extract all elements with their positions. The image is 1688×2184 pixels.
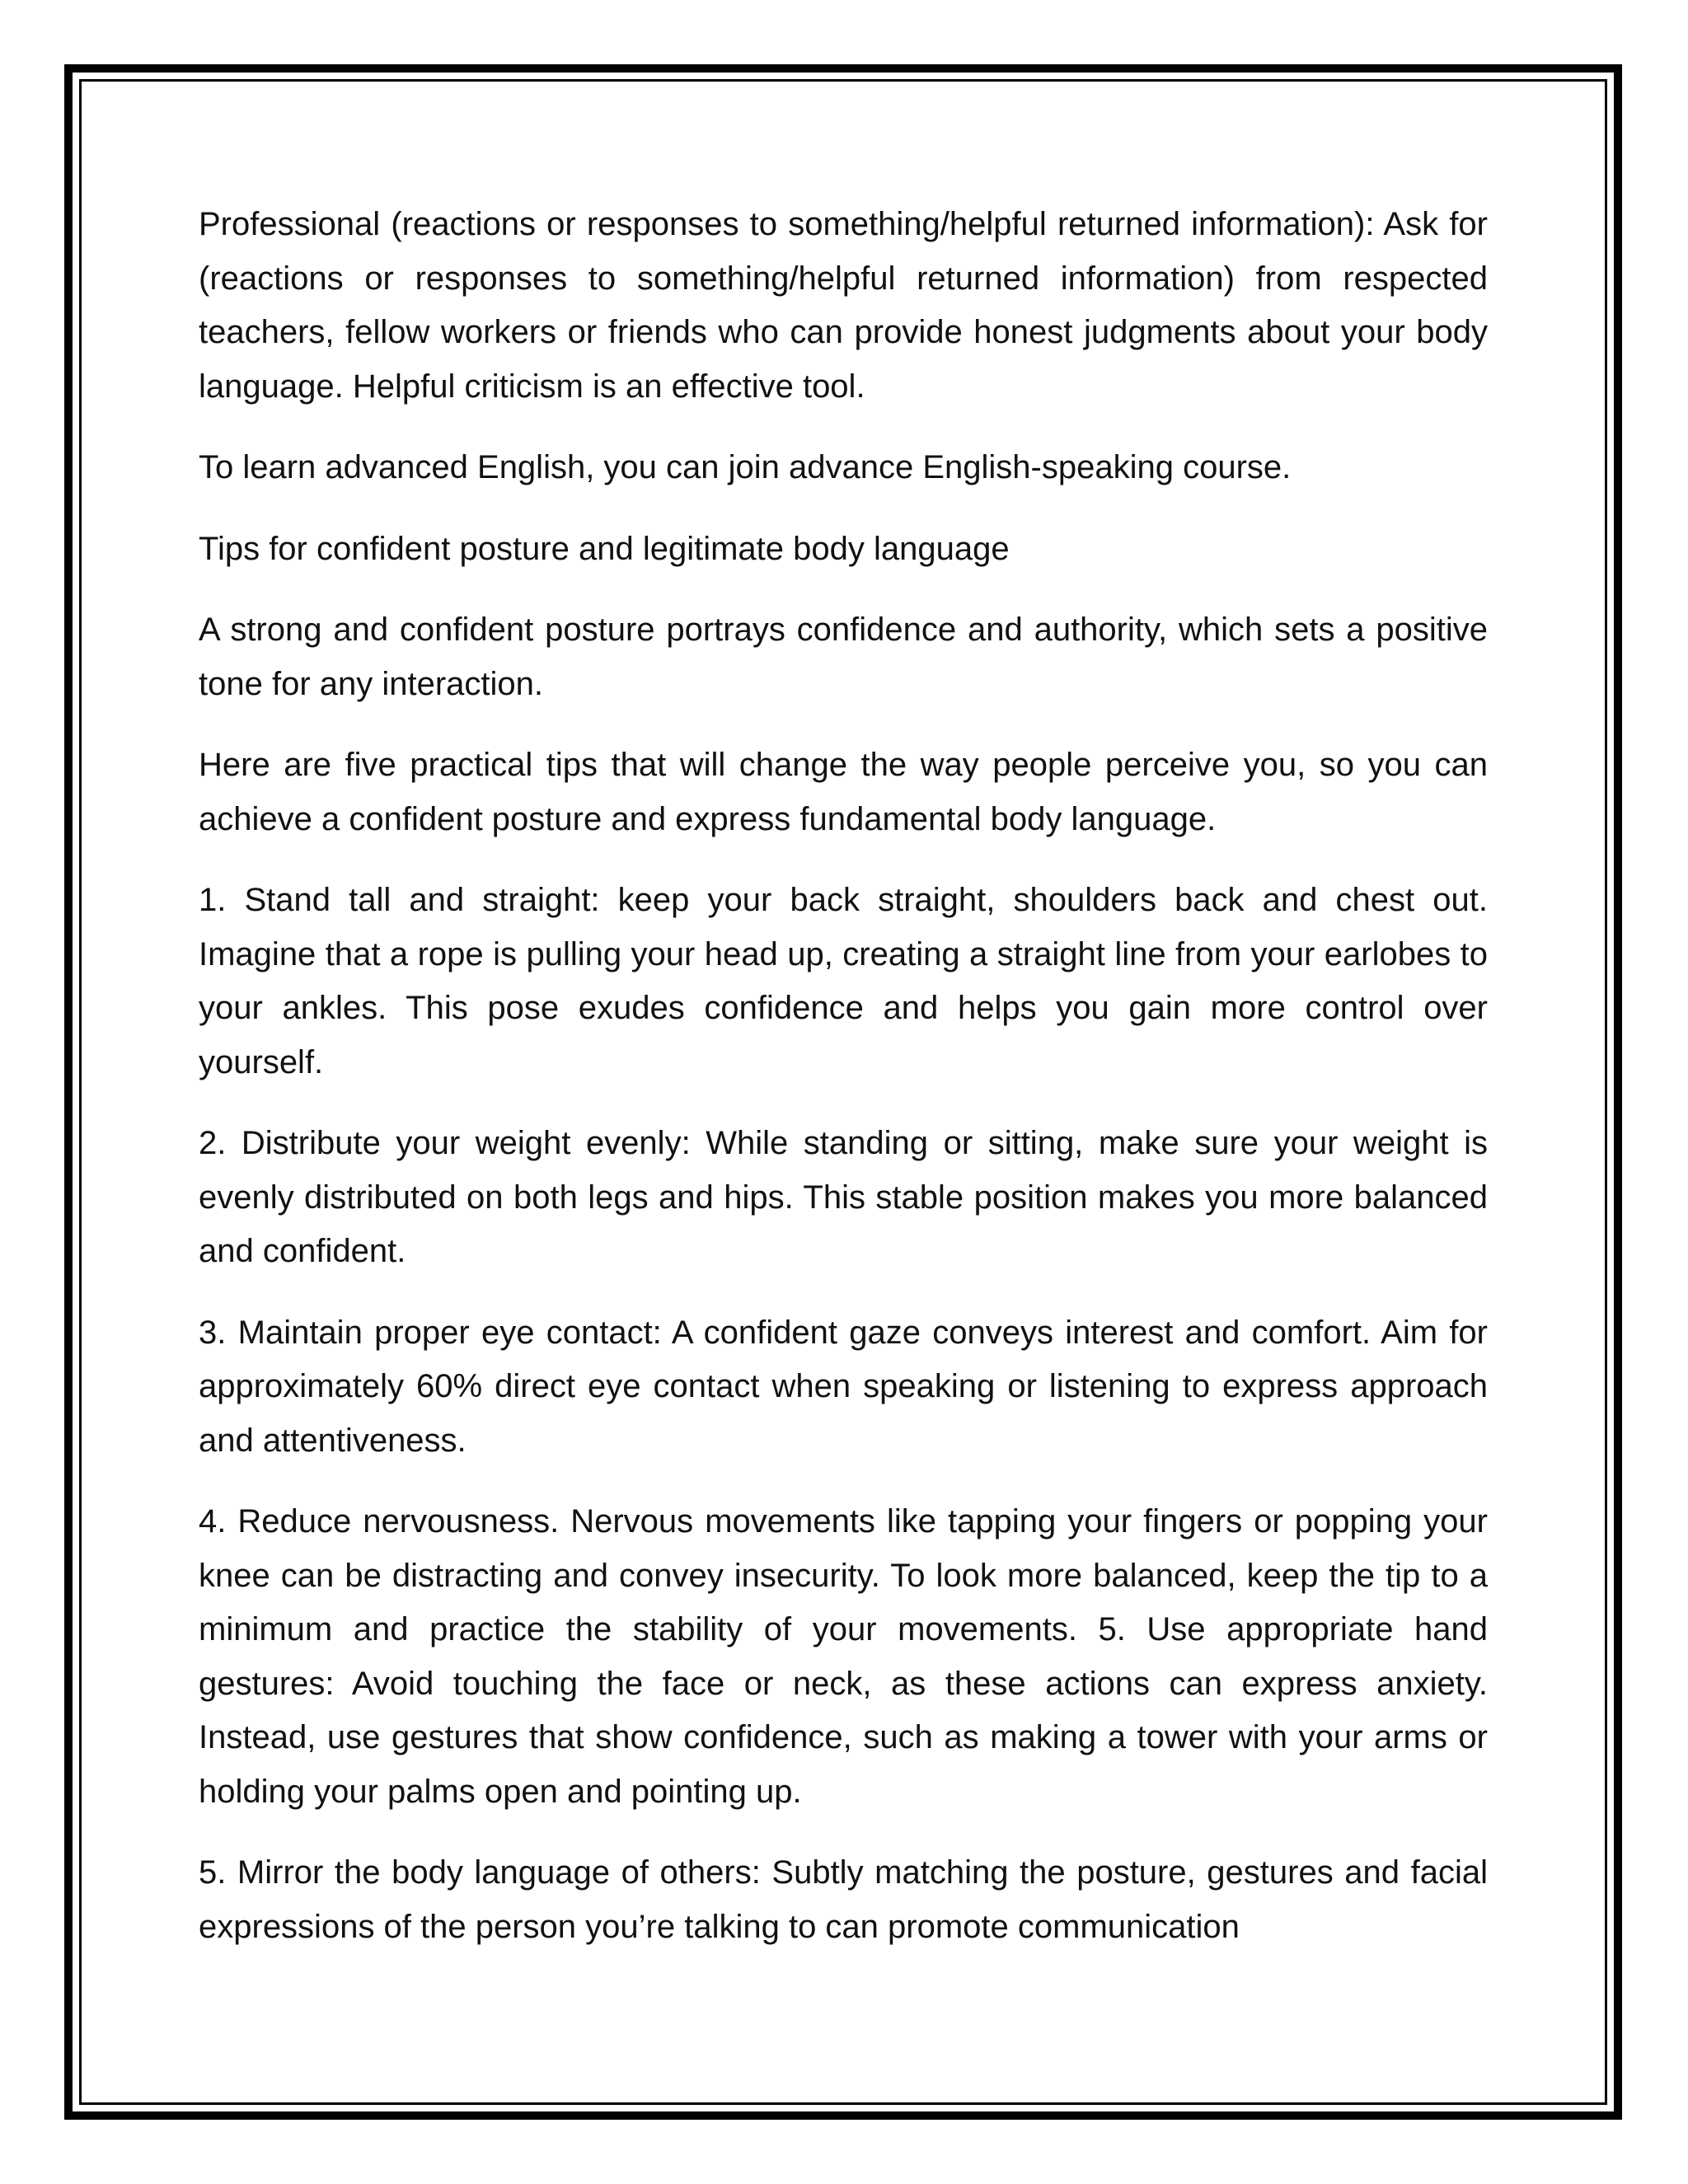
section-heading-tips: Tips for confident posture and legitimate body language: [199, 530, 1010, 567]
tip-2-distribute-weight: 2. Distribute your weight evenly: While standing or sitting, make sure your weight is evenly distributed on both legs and hips. This stable position makes you more balanced and confident.: [199, 1125, 1488, 1269]
paragraph-five-tips-intro: Here are five practical tips that will change the way people perceive you, so you can achieve a confident posture and express fundamental body language.: [199, 747, 1488, 837]
tip-4-reduce-nervousness: 4. Reduce nervousness. Nervous movements like tapping your fingers or popping your knee can be distracting and convey insecurity. To look more balanced, keep the tip to a minimum and practice the stability of your movements. 5. Use appropriate hand gestures: Avoid touching the face or neck, as these actions can express anxiety. Instead, use gestures that show confidence, such as making a tower with your arms or holding your palms open and pointing up.: [199, 1503, 1488, 1810]
tip-3-eye-contact: 3. Maintain proper eye contact: A confident gaze conveys interest and comfort. Aim for approximately 60% direct eye contact when speaking or listening to express approach and attentiveness.: [199, 1314, 1488, 1459]
tip-1-stand-tall: 1. Stand tall and straight: keep your back straight, shoulders back and chest out. Imagine that a rope is pulling your head up, creating a straight line from your earlobes to your ankles. This pose exudes confidence and helps you gain more control over yourself.: [199, 882, 1488, 1080]
paragraph-feedback: Professional (reactions or responses to something/helpful returned information): Ask for (reactions or responses to something/helpful returned information) from respected teachers, fellow workers or friends who can provide honest judgments about your body language. Helpful criticism is an effective tool.: [199, 206, 1488, 405]
paragraph-course: To learn advanced English, you can join advance English-speaking course.: [199, 449, 1292, 485]
paragraph-posture-intro: A strong and confident posture portrays confidence and authority, which sets a positive tone for any interaction.: [199, 612, 1488, 702]
tip-5-mirror-body-language: 5. Mirror the body language of others: Subtly matching the posture, gestures and facial expressions of the person you’re talking to can promote communication: [199, 1854, 1488, 1945]
document-body: [199, 198, 1488, 1954]
